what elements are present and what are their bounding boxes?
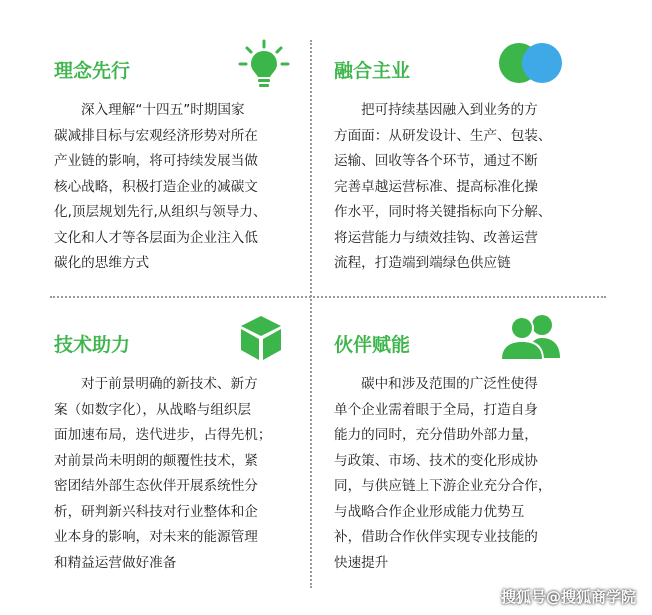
text-line: 同，与供应链上下游企业充分合作，	[334, 478, 552, 494]
text-line: 单个企业需着眼于全局，打造自身	[334, 401, 538, 418]
text-line: 核心战略，积极打造企业的减碳文	[54, 178, 258, 195]
panel-body	[334, 98, 580, 277]
text-line: 业本身的影响，对未来的能源管理	[54, 529, 258, 545]
text-line: 碳中和涉及范围的广泛性使得	[361, 376, 538, 392]
text-line: 化,顶层规划先行,从组织与领导力、	[54, 204, 267, 220]
people-icon	[498, 312, 564, 362]
text-line: 把可持续基因融入到业务的方	[361, 102, 538, 118]
text-line: 补，借助合作伙伴实现专业技能的	[334, 529, 538, 545]
text-line: 流程，打造端到端绿色供应链	[334, 255, 511, 271]
text-line: 和精益运营做好准备	[54, 554, 177, 571]
text-line: 案（如数字化），从战略与组织层	[54, 401, 252, 418]
horizontal-divider	[50, 296, 606, 298]
text-line: 面加速布局，迭代进步，占得先机；	[54, 427, 272, 443]
text-line: 碳减排目标与宏观经济形势对所在	[54, 127, 258, 144]
text-line: 对前景尚未明朗的颠覆性技术，紧	[54, 452, 258, 469]
panel-body	[334, 372, 580, 576]
panel-title: 伙伴赋能	[334, 334, 411, 356]
watermark: 搜狐号@搜狐商学院	[500, 588, 636, 606]
panel-body	[54, 372, 300, 576]
text-line: 产业链的影响，将可持续发展当做	[54, 153, 258, 169]
panel-title: 技术助力	[54, 334, 131, 356]
text-line: 快速提升	[334, 554, 389, 571]
panel-title: 融合主业	[334, 60, 411, 82]
text-line: 深入理解“十四五”时期国家	[81, 102, 245, 118]
panel-body	[54, 98, 300, 277]
overlapping-circles-icon	[498, 42, 564, 84]
vertical-divider	[310, 40, 312, 588]
text-line: 与政策、市场、技术的变化形成协	[334, 452, 538, 469]
text-line: 碳化的思维方式	[54, 255, 150, 271]
text-line: 作水平，同时将关键指标向下分解、	[334, 204, 552, 220]
text-line: 完善卓越运营标准、提高标准化操	[334, 178, 538, 195]
text-line: 析，研判新兴科技对行业整体和企	[54, 503, 258, 520]
text-line: 方面面：从研发设计、生产、包装、	[334, 127, 552, 144]
lightbulb-icon	[236, 38, 292, 90]
text-line: 文化和人才等各层面为企业注入低	[54, 229, 258, 246]
text-line: 密团结外部生态伙伴开展系统性分	[54, 478, 258, 494]
text-line: 对于前景明确的新技术、新方	[81, 376, 258, 392]
panel-title: 理念先行	[54, 60, 131, 82]
text-line: 与战略合作企业形成能力优势互	[334, 503, 525, 520]
text-line: 运输、回收等各个环节，通过不断	[334, 153, 538, 169]
text-line: 将运营能力与绩效挂钩、改善运营	[334, 229, 538, 246]
cube-icon	[238, 314, 284, 362]
text-line: 能力的同时，充分借助外部力量，	[334, 427, 538, 443]
